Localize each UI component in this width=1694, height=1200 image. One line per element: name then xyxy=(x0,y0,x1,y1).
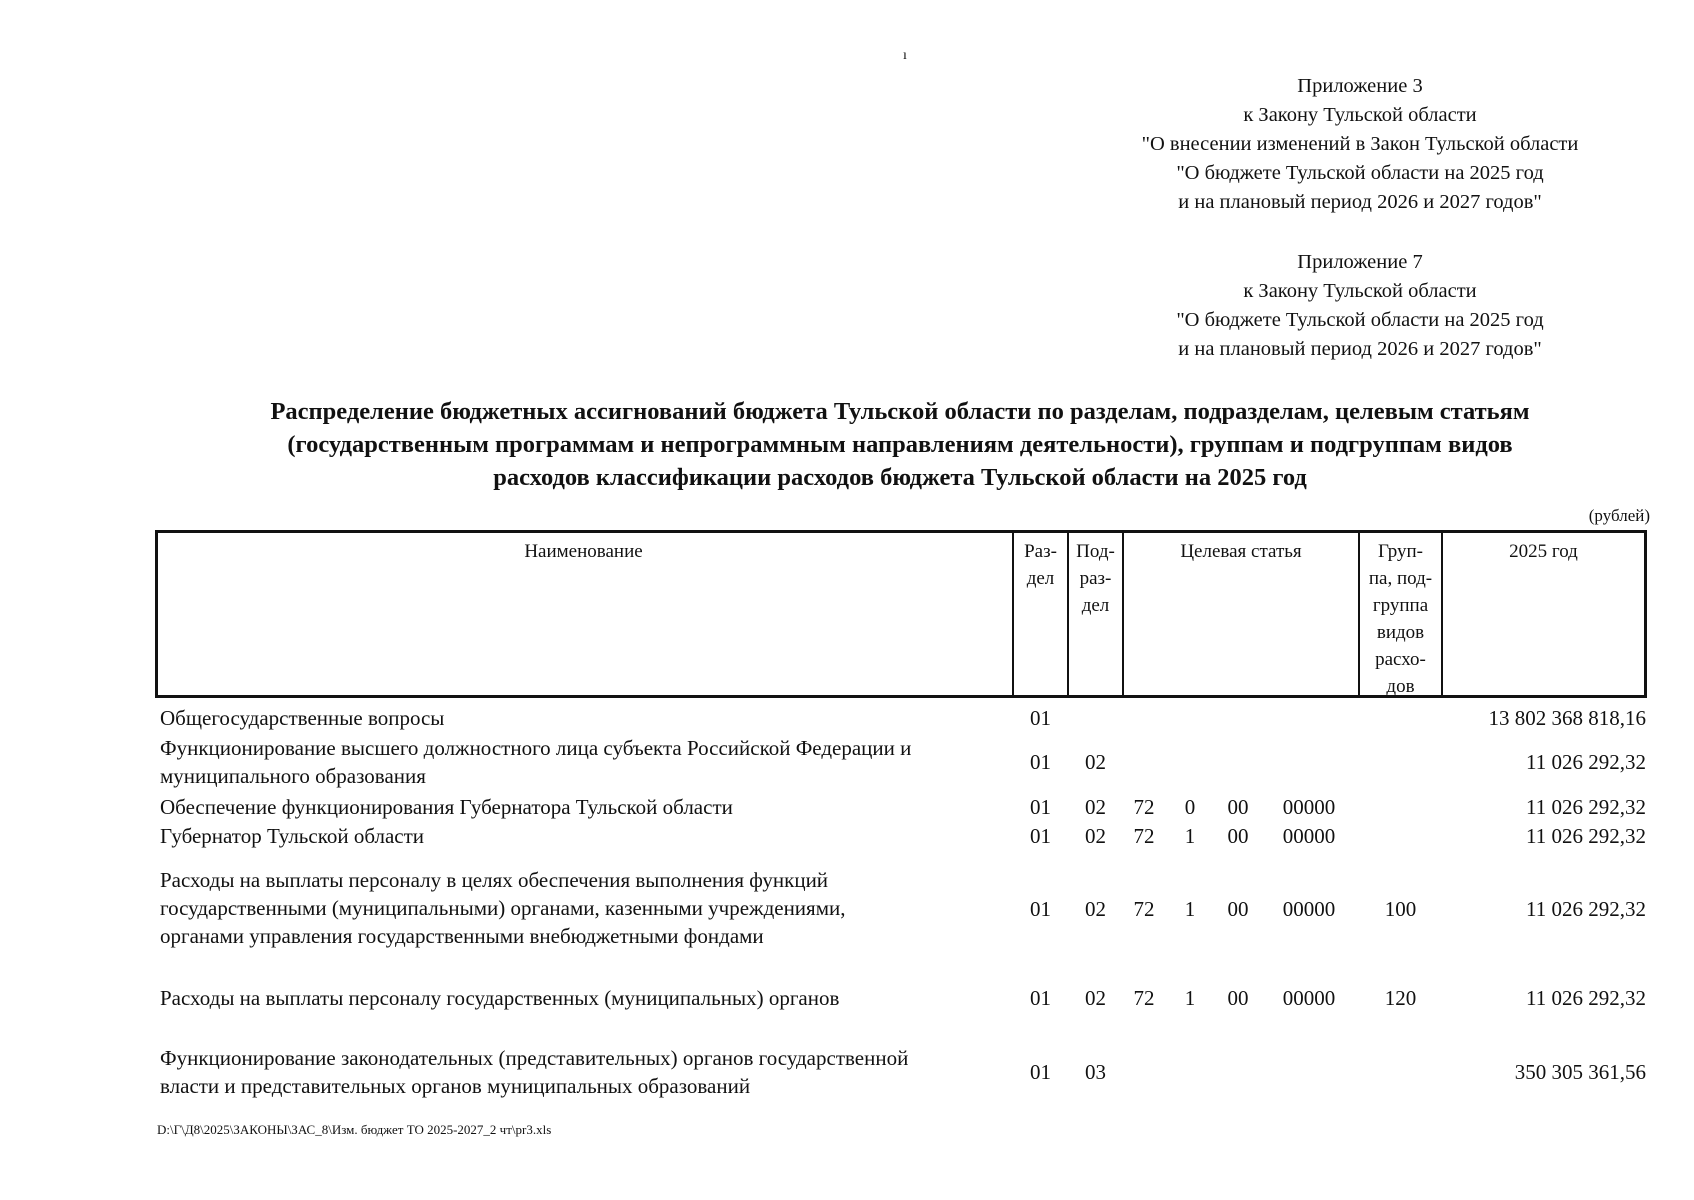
appendix-3-line: "О бюджете Тульской области на 2025 год xyxy=(1176,162,1544,184)
row-razdel: 01 xyxy=(1030,897,1051,921)
table-row xyxy=(0,793,1694,821)
row-razdel: 01 xyxy=(1030,824,1051,848)
row-name-line: Расходы на выплаты персоналу государственных (муниципальных) органов xyxy=(160,986,840,1010)
page-mark: ı xyxy=(903,48,907,63)
appendix-3-block xyxy=(1100,72,1620,217)
table-row xyxy=(0,866,1694,952)
row-name-line: Функционирование высшего должностного лица субъекта Российской Федерации и xyxy=(160,736,912,760)
header-group-line: видов xyxy=(1376,622,1425,643)
row-amount: 350 305 361,56 xyxy=(1514,1060,1646,1084)
appendix-3-line: к Закону Тульской области xyxy=(1243,104,1477,126)
table-row xyxy=(0,984,1694,1012)
appendix-3-line: "О внесении изменений в Закон Тульской области xyxy=(1141,133,1579,155)
header-target: Целевая статья xyxy=(1180,541,1302,562)
title-line: расходов классификации расходов бюджета Тульской области на 2025 год xyxy=(493,464,1307,491)
row-target-direction: 00000 xyxy=(1282,986,1336,1010)
row-podrazdel: 02 xyxy=(1085,750,1106,774)
row-name-line: Функционирование законодательных (представительных) органов государственной xyxy=(160,1046,909,1070)
header-podrazdel-line: дел xyxy=(1081,595,1110,616)
header-podrazdel-line: Под- xyxy=(1076,541,1115,562)
header-razdel-line: Раз- xyxy=(1024,541,1057,562)
row-target-event: 00 xyxy=(1227,897,1249,921)
row-name-line: власти и представительных органов муниципальных образований xyxy=(160,1074,751,1098)
row-name xyxy=(160,734,1015,790)
row-target-event: 00 xyxy=(1227,795,1249,819)
row-name-line: Общегосударственные вопросы xyxy=(160,706,445,730)
header-podrazdel xyxy=(1069,538,1122,619)
row-amount: 11 026 292,32 xyxy=(1526,795,1646,819)
row-amount: 13 802 368 818,16 xyxy=(1488,706,1646,730)
appendix-7-block xyxy=(1100,248,1620,364)
document-title xyxy=(150,395,1650,494)
row-name-line: государственными (муниципальными) органами, казенными учреждениями, xyxy=(160,896,846,920)
row-target-event: 00 xyxy=(1227,986,1249,1010)
header-group-line: группа xyxy=(1372,595,1429,616)
row-razdel: 01 xyxy=(1030,750,1051,774)
row-name-line: органами управления государственными внебюджетными фондами xyxy=(160,924,764,948)
row-podrazdel: 02 xyxy=(1085,824,1106,848)
row-razdel: 01 xyxy=(1030,986,1051,1010)
row-amount: 11 026 292,32 xyxy=(1526,986,1646,1010)
appendix-7-line: к Закону Тульской области xyxy=(1243,280,1477,302)
header-razdel xyxy=(1014,538,1067,592)
row-target-direction: 00000 xyxy=(1282,795,1336,819)
row-name xyxy=(160,984,1015,1012)
row-name xyxy=(160,1044,1015,1100)
row-amount: 11 026 292,32 xyxy=(1526,750,1646,774)
appendix-3-line: Приложение 3 xyxy=(1297,75,1423,97)
row-target-subprogram: 1 xyxy=(1184,824,1196,848)
row-name-line: Расходы на выплаты персоналу в целях обеспечения выполнения функций xyxy=(160,868,829,892)
row-name xyxy=(160,822,1015,850)
row-target-program: 72 xyxy=(1133,986,1155,1010)
row-group: 100 xyxy=(1384,897,1417,921)
header-group-line: Груп- xyxy=(1377,541,1424,562)
appendix-7-line: и на плановый период 2026 и 2027 годов" xyxy=(1178,338,1542,360)
row-group: 120 xyxy=(1384,986,1417,1010)
row-target-direction: 00000 xyxy=(1282,897,1336,921)
row-podrazdel: 02 xyxy=(1085,795,1106,819)
row-amount: 11 026 292,32 xyxy=(1526,897,1646,921)
appendix-7-line: "О бюджете Тульской области на 2025 год xyxy=(1176,309,1544,331)
row-target-subprogram: 1 xyxy=(1184,986,1196,1010)
unit-label: (рублей) xyxy=(1588,506,1650,525)
table-row xyxy=(0,734,1694,790)
row-name-line: муниципального образования xyxy=(160,764,426,788)
header-razdel-line: дел xyxy=(1026,568,1055,589)
title-line: Распределение бюджетных ассигнований бюджета Тульской области по разделам, подразделам, целевым статьям xyxy=(270,398,1530,425)
row-podrazdel: 02 xyxy=(1085,986,1106,1010)
table-row xyxy=(0,1044,1694,1100)
row-razdel: 01 xyxy=(1030,706,1051,730)
row-name xyxy=(160,704,1015,732)
row-amount: 11 026 292,32 xyxy=(1526,824,1646,848)
row-name-line: Губернатор Тульской области xyxy=(160,824,425,848)
row-target-program: 72 xyxy=(1133,824,1155,848)
row-target-program: 72 xyxy=(1133,897,1155,921)
appendix-3-line: и на плановый период 2026 и 2027 годов" xyxy=(1178,191,1542,213)
row-name-line: Обеспечение функционирования Губернатора Тульской области xyxy=(160,795,733,819)
row-target-program: 72 xyxy=(1133,795,1155,819)
appendix-7-line: Приложение 7 xyxy=(1297,251,1423,273)
row-target-direction: 00000 xyxy=(1282,824,1336,848)
table-header xyxy=(155,530,1647,698)
header-group-line: па, под- xyxy=(1368,568,1433,589)
table-row xyxy=(0,822,1694,850)
row-target-subprogram: 1 xyxy=(1184,897,1196,921)
header-year: 2025 год xyxy=(1509,541,1578,562)
row-target-event: 00 xyxy=(1227,824,1249,848)
row-podrazdel: 02 xyxy=(1085,897,1106,921)
header-podrazdel-line: раз- xyxy=(1079,568,1112,589)
row-razdel: 01 xyxy=(1030,1060,1051,1084)
row-name xyxy=(160,793,1015,821)
row-podrazdel: 03 xyxy=(1085,1060,1106,1084)
header-group-line: расхо- xyxy=(1375,649,1426,670)
row-razdel: 01 xyxy=(1030,795,1051,819)
table-row xyxy=(0,704,1694,732)
row-name xyxy=(160,866,1015,950)
header-group xyxy=(1360,538,1441,700)
header-group-line: дов xyxy=(1386,676,1415,697)
file-path-footer: D:\Г\Д8\2025\ЗАКОНЫ\ЗАС_8\Изм. бюджет ТО 2025-2027_2 чт\pr3.xls xyxy=(157,1122,552,1137)
title-line: (государственным программам и непрограммным направлениям деятельности), группам и подгруппам видов xyxy=(287,431,1513,458)
header-name: Наименование xyxy=(524,541,643,562)
row-target-subprogram: 0 xyxy=(1184,795,1196,819)
